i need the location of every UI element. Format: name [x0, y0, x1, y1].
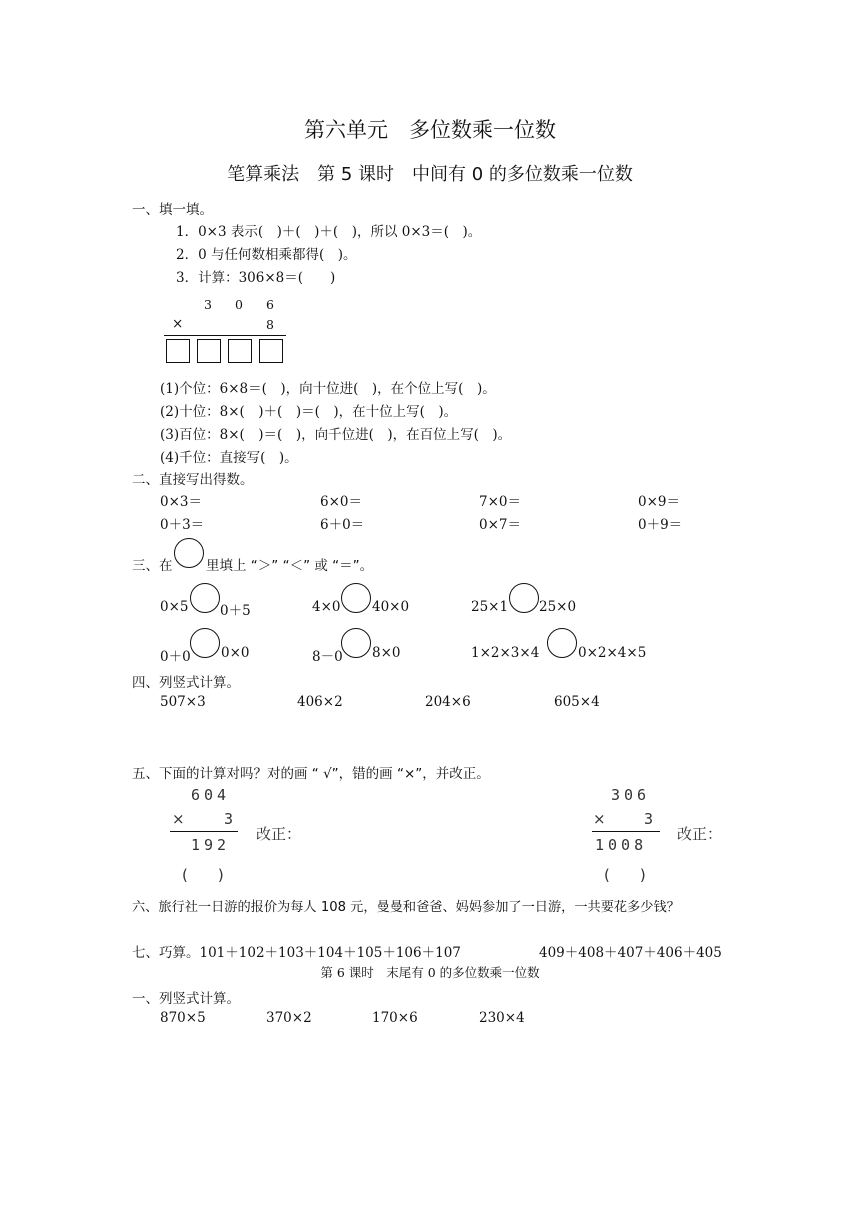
compare-left: 25×1 — [471, 599, 509, 615]
compare-circle[interactable] — [341, 628, 371, 658]
calc-top: 604 — [191, 786, 231, 804]
step-tens: (2)十位：8×( )＋( )＝( )，在十位上写( )。 — [160, 404, 458, 420]
clever-calc-expr-2: 409＋408＋407＋406＋405 — [539, 945, 722, 961]
judgement-paren[interactable]: ( ) — [182, 866, 224, 884]
section-3-heading-a: 三、在 — [132, 558, 173, 574]
compare-circle[interactable] — [341, 583, 371, 613]
compare-circle[interactable] — [190, 628, 220, 658]
section-6-word-problem: 六、旅行社一日游的报价为每人 108 元，曼曼和爸爸、妈妈参加了一日游，一共要花多少钱？ — [132, 900, 680, 915]
section-5-heading: 五、下面的计算对吗？对的画 “ √”，错的画 “×”，并改正。 — [132, 766, 490, 782]
compare-right: 0×0 — [221, 645, 250, 661]
compare-left: 4×0 — [312, 599, 341, 615]
step-thousands: (4)千位：直接写( )。 — [160, 450, 298, 466]
lesson-6-heading: 一、列竖式计算。 — [132, 991, 240, 1007]
oral-calc-item: 0×7＝ — [479, 517, 521, 533]
oral-calc-item: 6×0＝ — [320, 494, 362, 510]
compare-right: 40×0 — [372, 599, 410, 615]
multiplier-digit: 8 — [266, 317, 274, 332]
calc-result: 1008 — [595, 836, 648, 854]
calc-line — [170, 831, 238, 832]
compare-right: 25×0 — [539, 599, 577, 615]
compare-circle[interactable] — [190, 583, 220, 613]
vertical-calc-item: 507×3 — [160, 694, 206, 710]
digit-hundreds: 3 — [204, 297, 212, 312]
compare-circle[interactable] — [509, 583, 539, 613]
vertical-calc-item: 204×6 — [425, 694, 471, 710]
unit-title: 第六单元 多位数乘一位数 — [304, 118, 556, 142]
calc-multiplier: 3 — [644, 810, 658, 828]
compare-right: 0×2×4×5 — [578, 645, 647, 661]
question-2: 2．0 与任何数相乘都得( )。 — [176, 247, 357, 263]
answer-box-thousands[interactable] — [166, 339, 190, 363]
compare-circle[interactable] — [547, 628, 577, 658]
section-2-heading: 二、直接写出得数。 — [132, 472, 254, 488]
lesson-title: 笔算乘法 第 5 课时 中间有 0 的多位数乘一位数 — [227, 164, 633, 185]
answer-box-ones[interactable] — [259, 339, 283, 363]
compare-left: 0＋0 — [160, 649, 191, 665]
compare-left: 1×2×3×4 — [471, 645, 540, 661]
compare-right: 0＋5 — [220, 603, 251, 619]
compare-left: 8－0 — [312, 649, 343, 665]
oral-calc-item: 0＋3＝ — [160, 517, 205, 533]
answer-box-tens[interactable] — [228, 339, 252, 363]
judgement-paren[interactable]: ( ) — [604, 866, 646, 884]
calc-result: 192 — [191, 836, 231, 854]
answer-box-hundreds[interactable] — [197, 339, 221, 363]
times-sign: × — [172, 316, 184, 332]
calc-times: × — [172, 810, 185, 828]
vertical-calc-item: 870×5 — [160, 1010, 206, 1026]
vertical-calc-item: 370×2 — [266, 1010, 312, 1026]
section-4-heading: 四、列竖式计算。 — [132, 675, 240, 691]
section-7-text: 七、巧算。101＋102＋103＋104＋105＋106＋107 — [132, 945, 461, 961]
oral-calc-item: 0＋9＝ — [638, 517, 683, 533]
correction-label: 改正： — [677, 825, 723, 843]
digit-tens: 0 — [235, 297, 243, 312]
lesson-6-title: 第 6 课时 末尾有 0 的多位数乘一位数 — [320, 965, 540, 980]
vertical-calc-item: 406×2 — [297, 694, 343, 710]
calc-top: 306 — [611, 786, 651, 804]
calc-times: × — [593, 810, 606, 828]
vertical-calc-item: 605×4 — [554, 694, 600, 710]
oral-calc-item: 7×0＝ — [479, 494, 521, 510]
section-3-heading-b: 里填上 “＞” “＜” 或 “＝”。 — [206, 558, 374, 574]
oral-calc-item: 0×9＝ — [638, 494, 680, 510]
digit-ones: 6 — [266, 297, 274, 312]
vertical-calc-item: 170×6 — [372, 1010, 418, 1026]
calc-line — [592, 831, 660, 832]
compare-circle-sample — [174, 538, 204, 568]
question-3: 3．计算：306×8＝( ) — [176, 270, 336, 286]
compare-right: 8×0 — [372, 645, 401, 661]
oral-calc-item: 0×3＝ — [160, 494, 202, 510]
step-ones: (1)个位：6×8＝( )，向十位进( )，在个位上写( )。 — [160, 381, 496, 397]
section-1-heading: 一、填一填。 — [132, 202, 213, 218]
calc-multiplier: 3 — [224, 810, 238, 828]
question-1: 1．0×3 表示( )＋( )＋( )，所以 0×3＝( )。 — [176, 224, 482, 240]
calc-line — [164, 335, 286, 336]
oral-calc-item: 6＋0＝ — [320, 517, 365, 533]
correction-label: 改正： — [256, 825, 302, 843]
vertical-calc-item: 230×4 — [479, 1010, 525, 1026]
step-hundreds: (3)百位：8×( )＝( )，向千位进( )，在百位上写( )。 — [160, 427, 512, 443]
compare-left: 0×5 — [160, 599, 189, 615]
